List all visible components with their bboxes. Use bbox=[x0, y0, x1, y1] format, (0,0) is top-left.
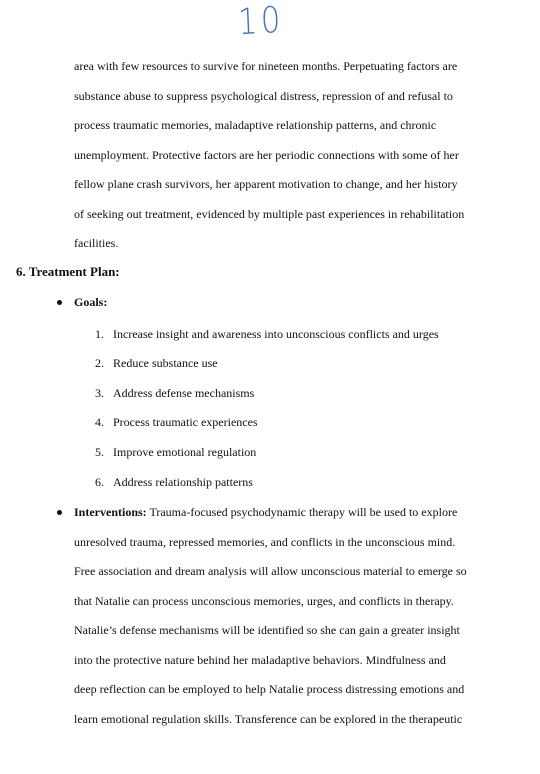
bullet-icon bbox=[57, 510, 62, 515]
goals-label: Goals: bbox=[74, 295, 108, 309]
bullet-icon bbox=[57, 300, 62, 305]
interventions-text: Trauma-focused psychodynamic therapy will be used to explore bbox=[146, 505, 458, 519]
goal-number: 6. bbox=[95, 475, 104, 489]
paragraph-line: process traumatic memories, maladaptive relationship patterns, and chronic bbox=[74, 118, 437, 132]
paragraph-line: substance abuse to suppress psychological distress, repression of and refusal to bbox=[74, 89, 453, 103]
goal-item: Address defense mechanisms bbox=[113, 386, 255, 400]
goal-number: 3. bbox=[95, 386, 104, 400]
paragraph-line: Natalie’s defense mechanisms will be identified so she can gain a greater insight bbox=[74, 623, 460, 637]
paragraph-line: Free association and dream analysis will allow unconscious material to emerge so bbox=[74, 564, 467, 578]
goal-number: 5. bbox=[95, 445, 104, 459]
paragraph-line: that Natalie can process unconscious memories, urges, and conflicts in therapy. bbox=[74, 594, 454, 608]
interventions-first-line bbox=[74, 504, 457, 520]
handwritten-page-number: 10 bbox=[237, 0, 285, 44]
paragraph-line: of seeking out treatment, evidenced by multiple past experiences in rehabilitation bbox=[74, 207, 465, 221]
goal-number: 1. bbox=[95, 327, 104, 341]
goal-number: 2. bbox=[95, 356, 104, 370]
paragraph-line: fellow plane crash survivors, her apparent motivation to change, and her history bbox=[74, 177, 458, 191]
paragraph-line: unresolved trauma, repressed memories, and conflicts in the unconscious mind. bbox=[74, 535, 456, 549]
section-heading: 6. Treatment Plan: bbox=[16, 264, 120, 279]
paragraph-line: learn emotional regulation skills. Transference can be explored in the therapeutic bbox=[74, 712, 463, 726]
goal-number: 4. bbox=[95, 415, 104, 429]
paragraph-line: into the protective nature behind her maladaptive behaviors. Mindfulness and bbox=[74, 653, 446, 667]
paragraph-line: deep reflection can be employed to help Natalie process distressing emotions and bbox=[74, 682, 465, 696]
goal-item: Process traumatic experiences bbox=[113, 415, 258, 429]
goal-item: Increase insight and awareness into unconscious conflicts and urges bbox=[113, 327, 439, 341]
goal-item: Improve emotional regulation bbox=[113, 445, 257, 459]
goal-item: Reduce substance use bbox=[113, 356, 218, 370]
goal-item: Address relationship patterns bbox=[113, 475, 253, 489]
paragraph-line: area with few resources to survive for nineteen months. Perpetuating factors are bbox=[74, 59, 458, 73]
interventions-label: Interventions: bbox=[74, 505, 147, 519]
paragraph-line: facilities. bbox=[74, 236, 119, 250]
paragraph-line: unemployment. Protective factors are her periodic connections with some of her bbox=[74, 148, 459, 162]
